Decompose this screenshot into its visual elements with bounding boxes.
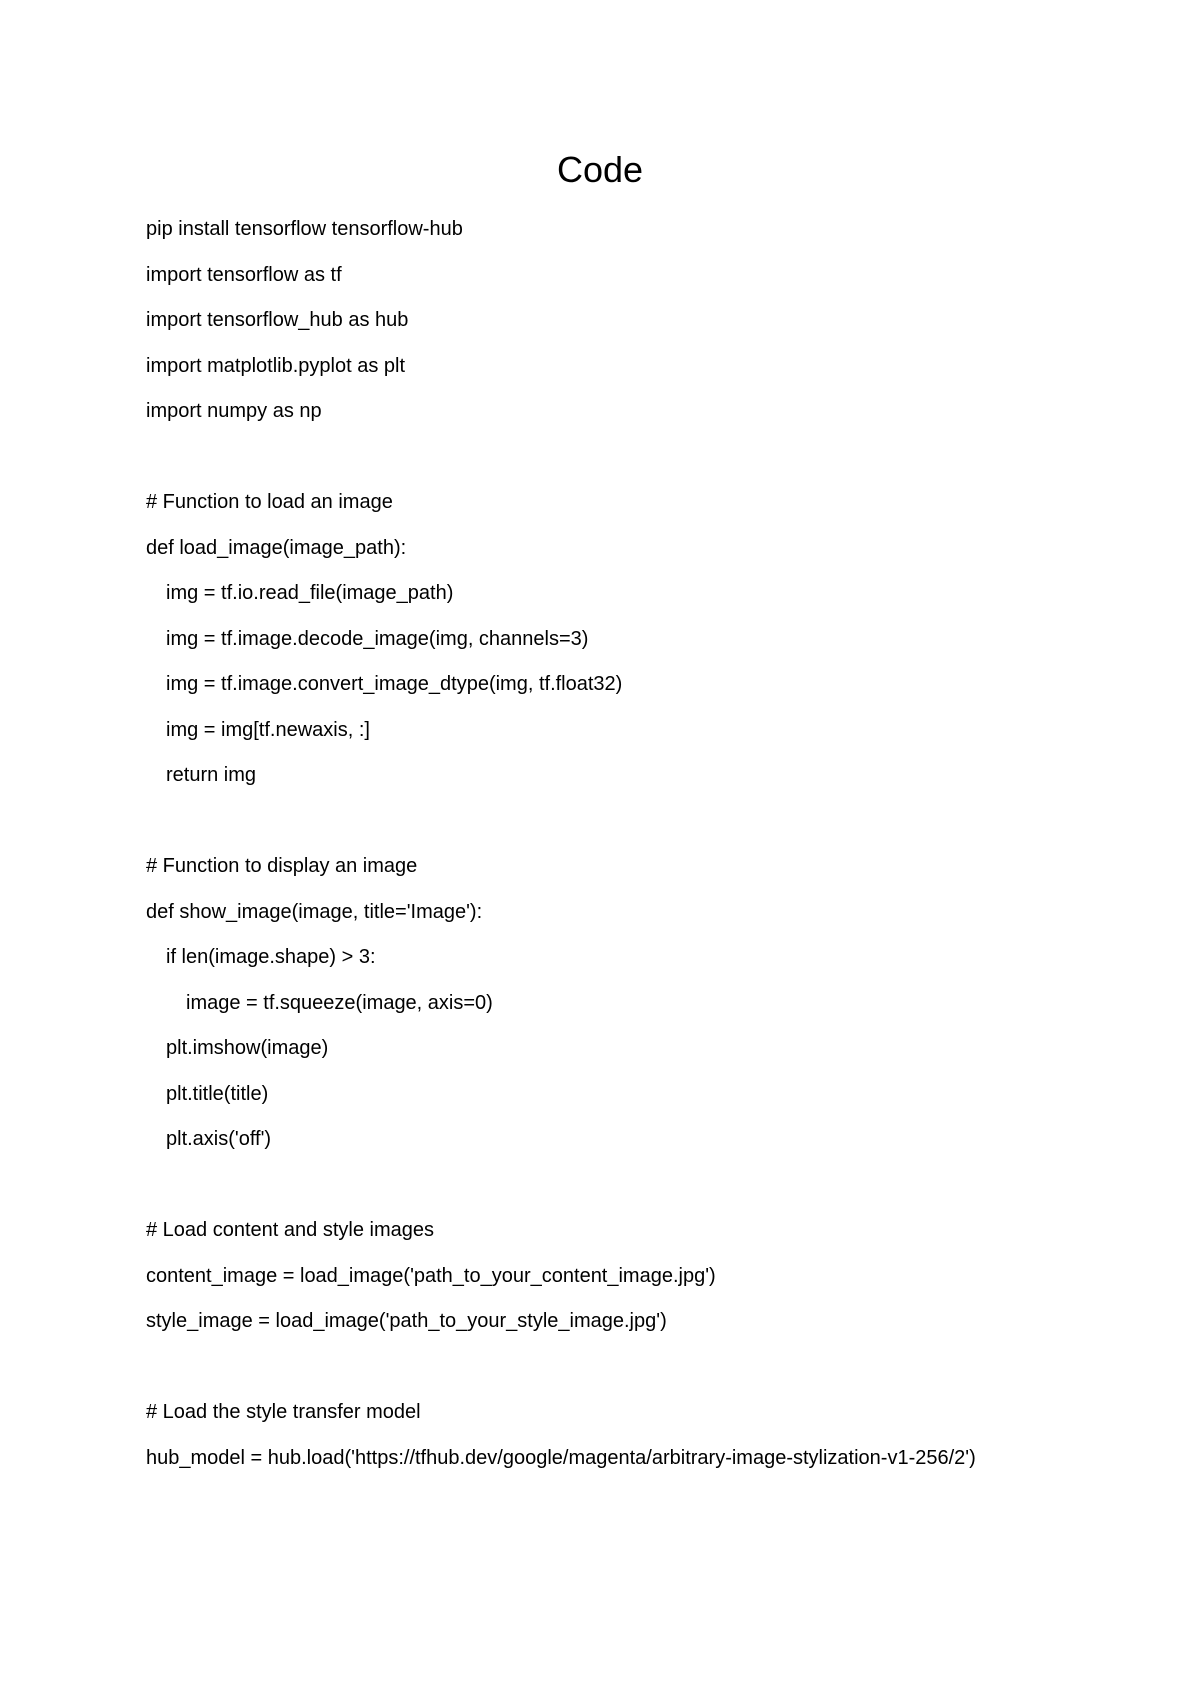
- code-line: import numpy as np: [146, 400, 322, 422]
- code-line: style_image = load_image('path_to_your_style_image.jpg'): [146, 1310, 667, 1332]
- code-block: [146, 214, 1146, 1488]
- code-comment: # Function to display an image: [146, 855, 418, 877]
- code-line: def show_image(image, title='Image'):: [146, 900, 483, 923]
- code-comment: # Load content and style images: [146, 1219, 434, 1241]
- code-line: return img: [166, 764, 257, 786]
- code-line: img = tf.io.read_file(image_path): [166, 582, 454, 604]
- blank-line: [146, 1352, 1146, 1398]
- page-title: Code: [556, 149, 644, 190]
- code-line: img = tf.image.decode_image(img, channels=3): [166, 627, 589, 650]
- blank-line: [146, 1170, 1146, 1216]
- code-line: plt.title(title): [166, 1082, 269, 1105]
- code-line: img = img[tf.newaxis, :]: [166, 718, 370, 741]
- code-line: pip install tensorflow tensorflow-hub: [146, 218, 463, 240]
- code-line: img = tf.image.convert_image_dtype(img, tf.float32): [166, 673, 623, 695]
- code-line: plt.axis('off'): [166, 1128, 272, 1150]
- code-line: content_image = load_image('path_to_your_content_image.jpg'): [146, 1264, 716, 1287]
- blank-line: [146, 806, 1146, 852]
- code-line: image = tf.squeeze(image, axis=0): [186, 991, 493, 1014]
- code-comment: # Load the style transfer model: [146, 1401, 421, 1423]
- code-line: plt.imshow(image): [166, 1037, 329, 1059]
- code-line: hub_model = hub.load('https://tfhub.dev/google/magenta/arbitrary-image-stylization-v1-256/2'): [146, 1446, 976, 1469]
- code-line: def load_image(image_path):: [146, 536, 407, 559]
- code-line: import tensorflow as tf: [146, 263, 342, 286]
- code-line: if len(image.shape) > 3:: [166, 946, 376, 968]
- blank-line: [146, 442, 1146, 488]
- code-line: import matplotlib.pyplot as plt: [146, 354, 406, 377]
- code-line: import tensorflow_hub as hub: [146, 309, 409, 331]
- code-comment: # Function to load an image: [146, 491, 393, 513]
